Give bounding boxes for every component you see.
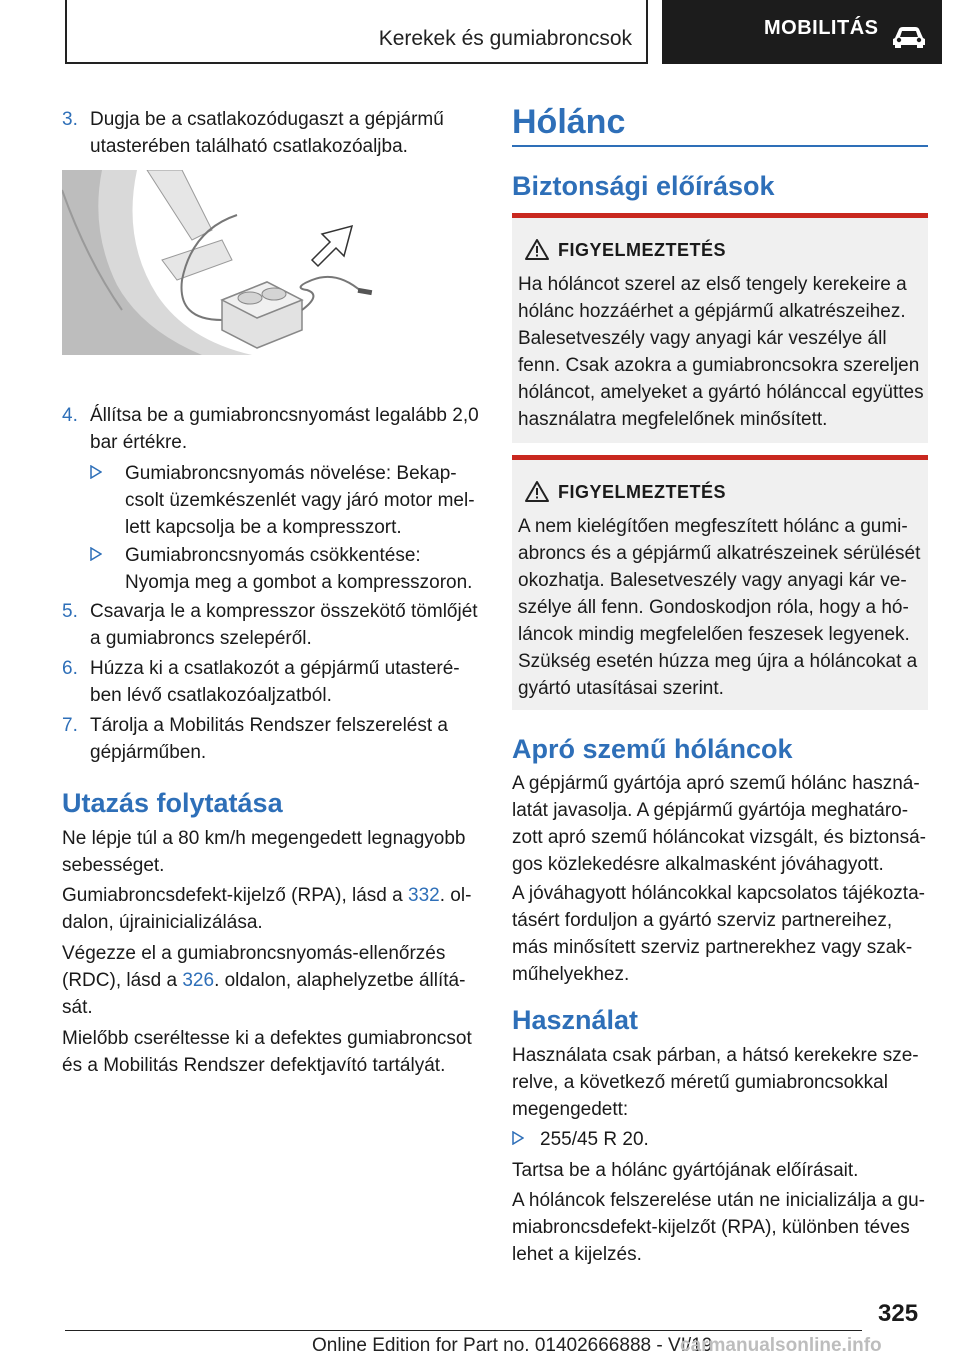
warning-triangle-icon xyxy=(524,480,550,503)
page-link-332[interactable]: 332 xyxy=(408,885,440,906)
text-fragment: . oldalon, újrainicializálása. xyxy=(62,885,472,933)
heading-biztonsagi: Biztonsági előírások xyxy=(512,171,775,201)
heading-apro: Apró szemű hóláncok xyxy=(512,734,793,764)
hasznalat-paragraph-1: Használata csak párban, a hátsó kerekekre szerelve, a következő méretű gumiabroncsokkal megengedett: xyxy=(512,1045,919,1120)
compressor-illustration xyxy=(62,170,422,360)
footer-rule xyxy=(65,1330,862,1331)
warning-title: FIGYELMEZTETÉS xyxy=(558,240,727,260)
header-section-box xyxy=(65,0,648,64)
warning-triangle-icon xyxy=(524,238,550,261)
triangle-bullet-icon xyxy=(90,465,102,479)
title-rule xyxy=(512,145,928,147)
warning-title: FIGYELMEZTETÉS xyxy=(558,482,727,502)
step-text: Tárolja a Mobilitás Rendszer felszerelést a gépjárműben. xyxy=(90,715,448,763)
apro-paragraph-1: A gépjármű gyártója apró szemű hólánc használatát javasolja. A gépjármű gyártója meghatározott apró szemű hóláncokat vizsgált, és biztonságos közlekedésre alkalmasként jóváhagyott. xyxy=(512,773,926,875)
header-section-title: Kerekek és gumiabroncsok xyxy=(378,27,632,50)
step-number: 5. xyxy=(62,601,78,622)
text-fragment: Végezze el a gumiabroncsnyomás-ellenőrzés (RDC), lásd a xyxy=(62,943,446,991)
tire-size-text: 255/45 R 20. xyxy=(540,1129,649,1150)
warning-text: Ha hóláncot szerel az első tengely kerekeire a hólánc hozzáérhet a gépjármű alkatrészeihez. Balesetveszély vagy anyagi kár veszélye áll fenn. Csak azokra a gumiabroncsokra szereljen hóláncot, amelyeket a gyártó hólánccal együttes használatra megfelelőnek minősített. xyxy=(518,274,924,430)
sub-item-text: Gumiabroncsnyomás növelése: Bekapcsolt üzemkészenlét vagy járó motor mellett kapcsolja be a kompresszort. xyxy=(125,463,475,538)
utazas-paragraph-2 xyxy=(62,882,482,936)
page-number: 325 xyxy=(878,1300,919,1327)
text-fragment: Gumiabroncsdefekt-kijelző (RPA), lásd a xyxy=(62,885,408,906)
page-link-326[interactable]: 326 xyxy=(182,970,215,991)
heading-hasznalat: Használat xyxy=(512,1005,639,1035)
triangle-bullet-icon xyxy=(512,1131,524,1145)
triangle-bullet-icon xyxy=(90,547,102,561)
step-text: Dugja be a csatlakozódugaszt a gépjármű utasterében található csatlakozóaljba. xyxy=(90,109,444,157)
hasznalat-paragraph-2: Tartsa be a hólánc gyártójának előírásait. xyxy=(512,1160,859,1181)
step-text: Húzza ki a csatlakozót a gépjármű utasterében lévő csatlakozóaljzatból. xyxy=(90,658,460,706)
footer-edition: Online Edition for Part no. 01402666888 - VI/19 xyxy=(312,1335,713,1356)
hasznalat-paragraph-3: A hóláncok felszerelése után ne inicializálja a gumiabroncsdefekt-kijelzőt (RPA), különben téves lehet a kijelzés. xyxy=(512,1190,925,1265)
utazas-paragraph-3 xyxy=(62,940,482,1021)
step-text: Állítsa be a gumiabroncsnyomást legalább 2,0 bar értékre. xyxy=(90,405,479,453)
warning-text: A nem kielégítően megfeszített hólánc a gumiabroncs és a gépjármű alkatrészeinek sérülését okozhatja. Balesetveszély vagy anyagi kár veszélye áll fenn. Gondoskodjon róla, hogy a hóláncok mindig megfelelően feszesek legyenek. Szükség esetén húzza meg újra a hóláncokat a gyártó utasításai szerint. xyxy=(518,516,921,699)
warning-box-2 xyxy=(512,455,928,710)
header-chapter-box xyxy=(662,0,942,64)
step-text: Csavarja le a kompresszor összekötő tömlőjét a gumiabroncs szelepéről. xyxy=(90,601,478,649)
header-chapter-title: MOBILITÁS xyxy=(764,16,879,39)
apro-paragraph-2: A jóváhagyott hóláncokkal kapcsolatos tájékoztatásért forduljon a gyártó szerviz partnereihez, más minősített szerviz partnerekhez vagy szakműhelyekhez. xyxy=(512,883,925,985)
text-fragment: . oldalon, alaphelyzetbe állítását. xyxy=(62,970,466,1018)
warning-box-1 xyxy=(512,213,928,443)
step-number: 4. xyxy=(62,405,78,426)
page-title: Hólánc xyxy=(512,103,626,141)
sub-item-text: Gumiabroncsnyomás csökkentése: Nyomja meg a gombot a kompresszoron. xyxy=(125,545,473,593)
car-icon xyxy=(891,25,927,49)
heading-utazas: Utazás folytatása xyxy=(62,788,283,818)
utazas-paragraph-4: Mielőbb cseréltesse ki a defektes gumiabroncsot és a Mobilitás Rendszer defektjavító tartályát. xyxy=(62,1028,472,1076)
step-number: 6. xyxy=(62,658,78,679)
step-number: 7. xyxy=(62,715,78,736)
step-number: 3. xyxy=(62,109,78,130)
watermark-logo: carmanualsonline.info xyxy=(680,1335,882,1356)
utazas-paragraph-1: Ne lépje túl a 80 km/h megengedett legnagyobb sebességet. xyxy=(62,828,466,876)
